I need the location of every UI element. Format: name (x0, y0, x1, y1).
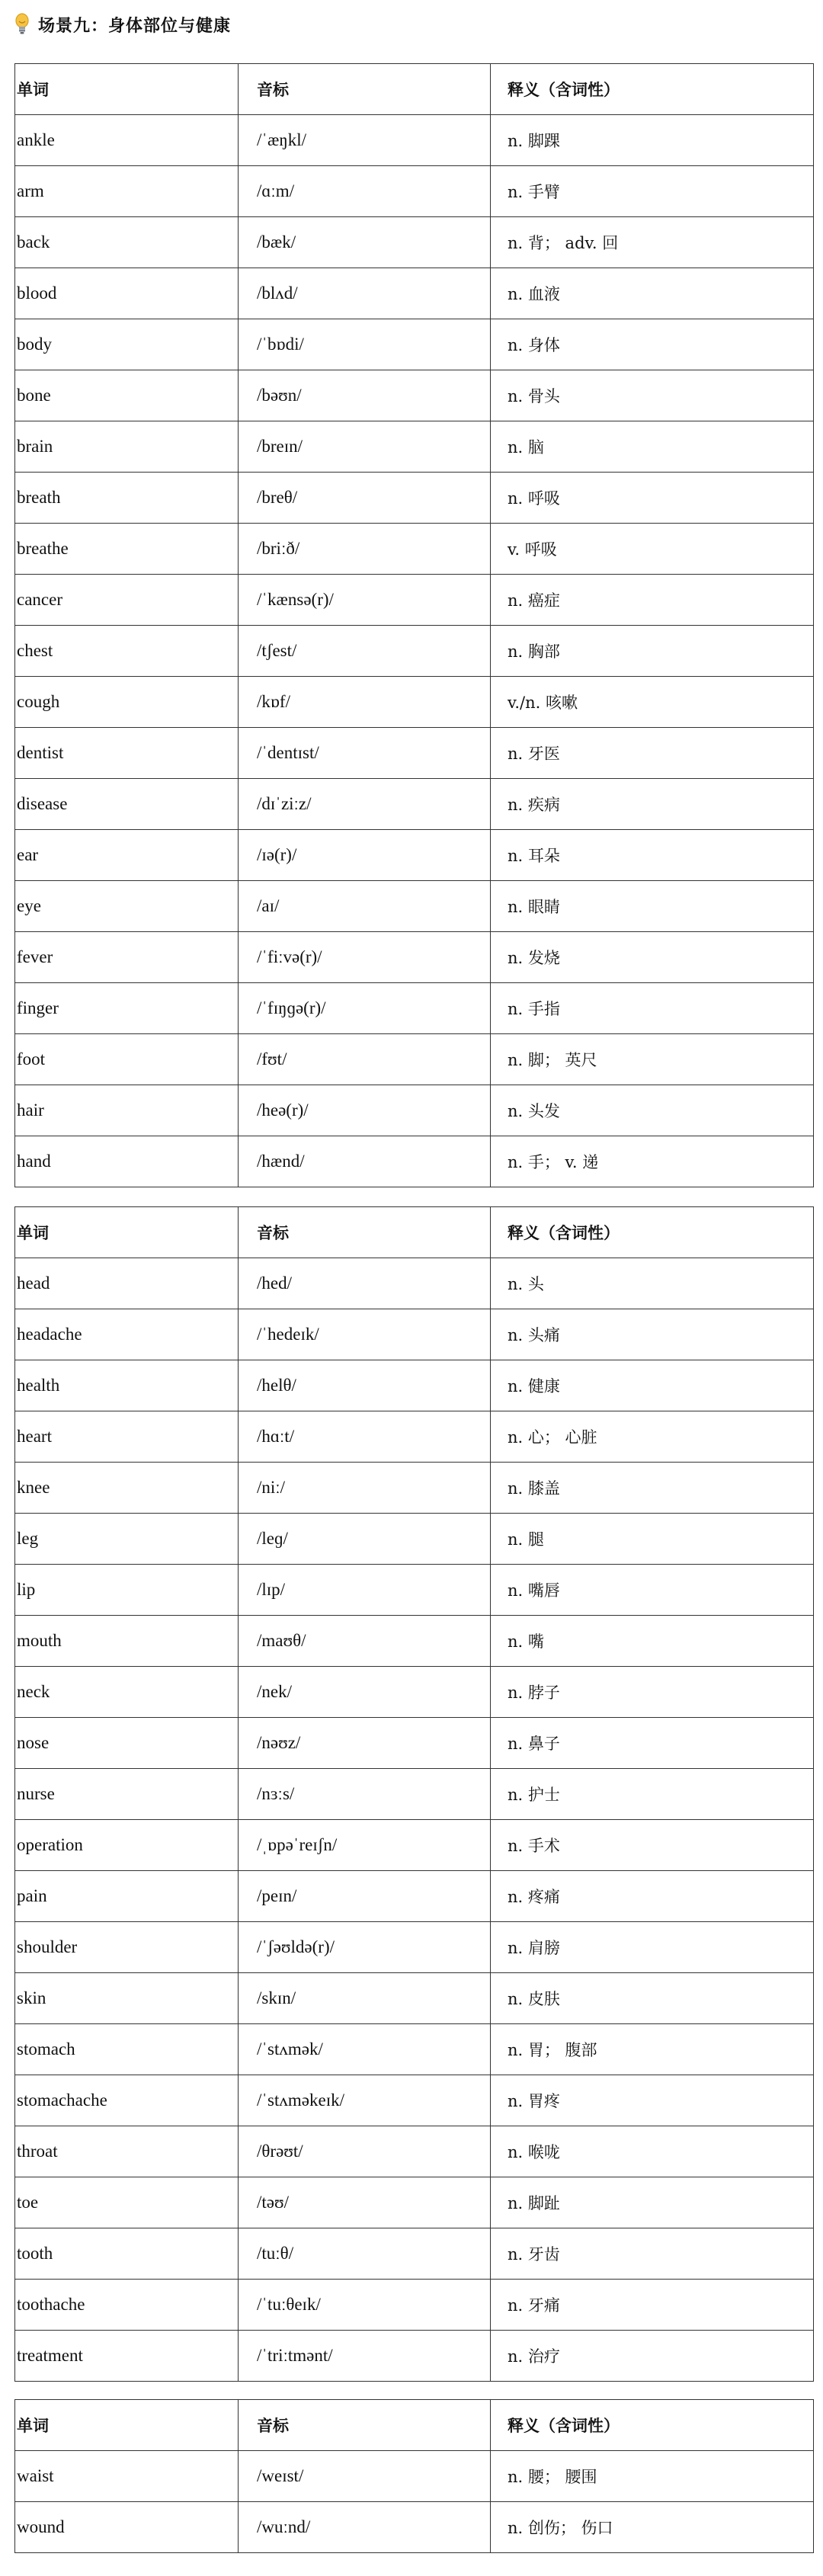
phonetic-cell: /ˈstʌməkeɪk/ (239, 2075, 491, 2126)
phonetic-cell: /təʊ/ (239, 2177, 491, 2228)
meaning-cell: n. 手指 (491, 983, 814, 1034)
phonetic-cell: /breɪn/ (239, 421, 491, 473)
table-row (15, 1973, 814, 2024)
table-row (15, 2331, 814, 2382)
word-cell: chest (15, 626, 239, 677)
table-row (15, 1871, 814, 1922)
table-row (15, 728, 814, 779)
meaning-cell: n. 癌症 (491, 575, 814, 626)
page-title (14, 11, 231, 38)
table-row (15, 1616, 814, 1667)
meaning-cell: n. 脚趾 (491, 2177, 814, 2228)
table-row (15, 2024, 814, 2075)
word-cell: cough (15, 677, 239, 728)
phonetic-cell: /θrəʊt/ (239, 2126, 491, 2177)
header-meaning: 释义（含词性） (491, 1207, 814, 1258)
word-cell: mouth (15, 1616, 239, 1667)
word-cell: stomach (15, 2024, 239, 2075)
phonetic-cell: /ˈkænsə(r)/ (239, 575, 491, 626)
meaning-cell: n. 腿 (491, 1514, 814, 1565)
header-meaning: 释义（含词性） (491, 64, 814, 115)
phonetic-cell: /hɑːt/ (239, 1411, 491, 1463)
word-cell: foot (15, 1034, 239, 1085)
table-row (15, 1085, 814, 1136)
table-row (15, 1136, 814, 1187)
meaning-cell: n. 身体 (491, 319, 814, 370)
meaning-cell: n. 嘴 (491, 1616, 814, 1667)
word-cell: breathe (15, 524, 239, 575)
header-meaning: 释义（含词性） (491, 2400, 814, 2451)
table-row (15, 1258, 814, 1309)
meaning-cell: n. 头 (491, 1258, 814, 1309)
table-row (15, 983, 814, 1034)
word-cell: leg (15, 1514, 239, 1565)
phonetic-cell: /heə(r)/ (239, 1085, 491, 1136)
word-cell: stomachache (15, 2075, 239, 2126)
meaning-cell: n. 健康 (491, 1360, 814, 1411)
phonetic-cell: /hænd/ (239, 1136, 491, 1187)
meaning-cell: n. 耳朵 (491, 830, 814, 881)
meaning-cell: n. 骨头 (491, 370, 814, 421)
phonetic-cell: /ˈdentɪst/ (239, 728, 491, 779)
phonetic-cell: /ɑːm/ (239, 166, 491, 217)
meaning-cell: n. 头痛 (491, 1309, 814, 1360)
phonetic-cell: /ˌɒpəˈreɪʃn/ (239, 1820, 491, 1871)
table-row (15, 2075, 814, 2126)
meaning-cell: n. 脖子 (491, 1667, 814, 1718)
meaning-cell: v./n. 咳嗽 (491, 677, 814, 728)
word-cell: treatment (15, 2331, 239, 2382)
meaning-cell: n. 胃疼 (491, 2075, 814, 2126)
meaning-cell: n. 创伤； 伤口 (491, 2502, 814, 2553)
meaning-cell: v. 呼吸 (491, 524, 814, 575)
word-cell: breath (15, 473, 239, 524)
phonetic-cell: /fʊt/ (239, 1034, 491, 1085)
phonetic-cell: /leɡ/ (239, 1514, 491, 1565)
meaning-cell: n. 牙医 (491, 728, 814, 779)
word-cell: ear (15, 830, 239, 881)
phonetic-cell: /ˈæŋkl/ (239, 115, 491, 166)
word-cell: tooth (15, 2228, 239, 2280)
phonetic-cell: /nəʊz/ (239, 1718, 491, 1769)
word-cell: operation (15, 1820, 239, 1871)
meaning-cell: n. 膝盖 (491, 1463, 814, 1514)
word-cell: nurse (15, 1769, 239, 1820)
phonetic-cell: /briːð/ (239, 524, 491, 575)
table-row (15, 524, 814, 575)
meaning-cell: n. 牙痛 (491, 2280, 814, 2331)
vocab-table-1 (14, 63, 814, 1187)
phonetic-cell: /ˈfiːvə(r)/ (239, 932, 491, 983)
meaning-cell: n. 呼吸 (491, 473, 814, 524)
table-row (15, 1034, 814, 1085)
table-row (15, 1309, 814, 1360)
meaning-cell: n. 眼睛 (491, 881, 814, 932)
meaning-cell: n. 护士 (491, 1769, 814, 1820)
table-row (15, 575, 814, 626)
phonetic-cell: /ˈtuːθeɪk/ (239, 2280, 491, 2331)
meaning-cell: n. 治疗 (491, 2331, 814, 2382)
meaning-cell: n. 疼痛 (491, 1871, 814, 1922)
phonetic-cell: /lɪp/ (239, 1565, 491, 1616)
word-cell: headache (15, 1309, 239, 1360)
word-cell: lip (15, 1565, 239, 1616)
word-cell: waist (15, 2451, 239, 2502)
table-row (15, 1922, 814, 1973)
phonetic-cell: /niː/ (239, 1463, 491, 1514)
phonetic-cell: /peɪn/ (239, 1871, 491, 1922)
header-word: 单词 (15, 1207, 239, 1258)
word-cell: cancer (15, 575, 239, 626)
word-cell: back (15, 217, 239, 268)
word-cell: shoulder (15, 1922, 239, 1973)
table-row (15, 2126, 814, 2177)
word-cell: blood (15, 268, 239, 319)
table-row (15, 2502, 814, 2553)
vocab-table-3 (14, 2399, 814, 2553)
word-cell: body (15, 319, 239, 370)
word-cell: pain (15, 1871, 239, 1922)
meaning-cell: n. 头发 (491, 1085, 814, 1136)
meaning-cell: n. 皮肤 (491, 1973, 814, 2024)
meaning-cell: n. 肩膀 (491, 1922, 814, 1973)
word-cell: fever (15, 932, 239, 983)
phonetic-cell: /ɪə(r)/ (239, 830, 491, 881)
phonetic-cell: /hed/ (239, 1258, 491, 1309)
phonetic-cell: /nɜːs/ (239, 1769, 491, 1820)
phonetic-cell: /ˈfɪŋɡə(r)/ (239, 983, 491, 1034)
lightbulb-icon (14, 13, 30, 36)
table-row (15, 779, 814, 830)
phonetic-cell: /tʃest/ (239, 626, 491, 677)
word-cell: bone (15, 370, 239, 421)
word-cell: hand (15, 1136, 239, 1187)
table-row (15, 268, 814, 319)
header-phonetic: 音标 (239, 64, 491, 115)
meaning-cell: n. 血液 (491, 268, 814, 319)
word-cell: finger (15, 983, 239, 1034)
table-row (15, 2280, 814, 2331)
table-row (15, 1820, 814, 1871)
word-cell: hair (15, 1085, 239, 1136)
phonetic-cell: /weɪst/ (239, 2451, 491, 2502)
phonetic-cell: /breθ/ (239, 473, 491, 524)
word-cell: head (15, 1258, 239, 1309)
meaning-cell: n. 脑 (491, 421, 814, 473)
phonetic-cell: /wuːnd/ (239, 2502, 491, 2553)
phonetic-cell: /bəʊn/ (239, 370, 491, 421)
table-row (15, 932, 814, 983)
word-cell: arm (15, 166, 239, 217)
page-title-text: 场景九：身体部位与健康 (38, 15, 232, 35)
table-row (15, 881, 814, 932)
table-row (15, 1769, 814, 1820)
phonetic-cell: /ˈhedeɪk/ (239, 1309, 491, 1360)
meaning-cell: n. 脚； 英尺 (491, 1034, 814, 1085)
vocab-table-2 (14, 1206, 814, 2382)
table-header-row (15, 64, 814, 115)
table-row (15, 217, 814, 268)
header-phonetic: 音标 (239, 1207, 491, 1258)
word-cell: disease (15, 779, 239, 830)
phonetic-cell: /ˈtriːtmənt/ (239, 2331, 491, 2382)
table-header-row (15, 1207, 814, 1258)
phonetic-cell: /skɪn/ (239, 1973, 491, 2024)
word-cell: eye (15, 881, 239, 932)
table-row (15, 1565, 814, 1616)
table-row (15, 370, 814, 421)
table-row (15, 2451, 814, 2502)
table-row (15, 1718, 814, 1769)
word-cell: dentist (15, 728, 239, 779)
table-row (15, 1463, 814, 1514)
phonetic-cell: /kɒf/ (239, 677, 491, 728)
table-row (15, 1411, 814, 1463)
phonetic-cell: /maʊθ/ (239, 1616, 491, 1667)
table-row (15, 473, 814, 524)
word-cell: toe (15, 2177, 239, 2228)
word-cell: health (15, 1360, 239, 1411)
meaning-cell: n. 腰； 腰围 (491, 2451, 814, 2502)
word-cell: brain (15, 421, 239, 473)
word-cell: neck (15, 1667, 239, 1718)
meaning-cell: n. 喉咙 (491, 2126, 814, 2177)
table-row (15, 166, 814, 217)
phonetic-cell: /ˈbɒdi/ (239, 319, 491, 370)
table-header-row (15, 2400, 814, 2451)
meaning-cell: n. 手臂 (491, 166, 814, 217)
phonetic-cell: /helθ/ (239, 1360, 491, 1411)
word-cell: throat (15, 2126, 239, 2177)
phonetic-cell: /ˈʃəʊldə(r)/ (239, 1922, 491, 1973)
word-cell: ankle (15, 115, 239, 166)
table-row (15, 115, 814, 166)
word-cell: nose (15, 1718, 239, 1769)
phonetic-cell: /blʌd/ (239, 268, 491, 319)
table-row (15, 830, 814, 881)
table-row (15, 2228, 814, 2280)
meaning-cell: n. 背； adv. 回 (491, 217, 814, 268)
meaning-cell: n. 牙齿 (491, 2228, 814, 2280)
word-cell: knee (15, 1463, 239, 1514)
meaning-cell: n. 胸部 (491, 626, 814, 677)
meaning-cell: n. 胃； 腹部 (491, 2024, 814, 2075)
phonetic-cell: /aɪ/ (239, 881, 491, 932)
table-row (15, 626, 814, 677)
phonetic-cell: /bæk/ (239, 217, 491, 268)
phonetic-cell: /dɪˈziːz/ (239, 779, 491, 830)
header-phonetic: 音标 (239, 2400, 491, 2451)
header-word: 单词 (15, 64, 239, 115)
table-row (15, 2177, 814, 2228)
meaning-cell: n. 鼻子 (491, 1718, 814, 1769)
word-cell: wound (15, 2502, 239, 2553)
meaning-cell: n. 脚踝 (491, 115, 814, 166)
meaning-cell: n. 嘴唇 (491, 1565, 814, 1616)
meaning-cell: n. 手术 (491, 1820, 814, 1871)
meaning-cell: n. 手； v. 递 (491, 1136, 814, 1187)
phonetic-cell: /tuːθ/ (239, 2228, 491, 2280)
table-row (15, 677, 814, 728)
word-cell: heart (15, 1411, 239, 1463)
table-row (15, 319, 814, 370)
table-row (15, 421, 814, 473)
meaning-cell: n. 发烧 (491, 932, 814, 983)
table-row (15, 1667, 814, 1718)
header-word: 单词 (15, 2400, 239, 2451)
word-cell: toothache (15, 2280, 239, 2331)
phonetic-cell: /nek/ (239, 1667, 491, 1718)
phonetic-cell: /ˈstʌmək/ (239, 2024, 491, 2075)
table-row (15, 1514, 814, 1565)
meaning-cell: n. 疾病 (491, 779, 814, 830)
word-cell: skin (15, 1973, 239, 2024)
table-row (15, 1360, 814, 1411)
meaning-cell: n. 心； 心脏 (491, 1411, 814, 1463)
